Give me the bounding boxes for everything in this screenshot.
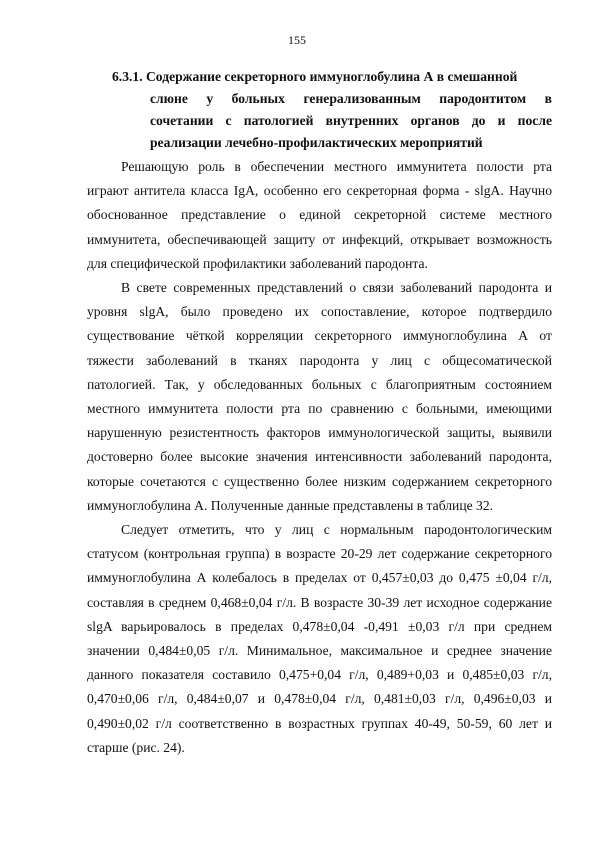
heading-line-4: реализации лечебно-профилактических мероприятий bbox=[150, 135, 483, 150]
paragraph-2-line: существование чёткой корреляции секреторного иммуноглобулина А от bbox=[87, 328, 552, 344]
paragraph-1-line: Решающую роль в обеспечении местного иммунитета полости рта bbox=[121, 159, 552, 174]
heading-line-3: сочетании с патологией внутренних органов до и после bbox=[150, 113, 552, 128]
paragraph-2-line: патологией. Так, у обследованных больных с благоприятным состоянием bbox=[87, 376, 552, 392]
paragraph-3-line: 0,470±0,06 г/л, 0,484±0,07 и 0,478±0,04 г/л, 0,481±0,03 г/л, 0,496±0,03 и bbox=[87, 691, 552, 707]
paragraph-2-line: уровня slgA, было проведено их сопоставление, которое подтвердило bbox=[87, 304, 552, 320]
paragraph-2-line: иммуноглобулина А. Полученные данные представлены в таблице 32. bbox=[87, 497, 494, 513]
paragraph-1-line: для специфической профилактики заболеваний пародонта. bbox=[87, 255, 428, 271]
heading-line-1: 6.3.1. Содержание секреторного иммуноглобулина А в смешанной bbox=[112, 69, 518, 84]
paragraph-2-line: тяжести заболеваний в тканях пародонта у лиц с общесоматической bbox=[87, 352, 552, 368]
section-heading bbox=[112, 66, 552, 154]
paragraph-2-line: которые сочетаются с существенно более низким содержанием секреторного bbox=[87, 473, 552, 489]
paragraph-3-line: данного показателя составило 0,475+0,04 г/л, 0,489+0,03 и 0,485±0,03 г/л, bbox=[87, 667, 552, 683]
paragraph-3-line: Следует отметить, что у лиц с нормальным пародонтологическим bbox=[121, 522, 552, 538]
paragraph-2-line: нарушенную резистентность факторов иммунологической защиты, выявили bbox=[87, 425, 552, 441]
paragraph-2-line: В свете современных представлений о связи заболеваний пародонта и bbox=[121, 280, 552, 296]
paragraph-3-line: иммуноглобулина А колебалось в пределах от 0,457±0,03 до 0,475 ±0,04 г/л, bbox=[87, 570, 552, 586]
paragraph-1-line: играют антитела класса IgA, особенно его секреторная форма - slgA. Научно bbox=[87, 183, 552, 199]
paragraph-1-line: обоснованное представление о единой секреторной системе местного bbox=[87, 207, 552, 223]
paragraph-2-line: достоверно более высокие значения интенсивности заболеваний пародонта, bbox=[87, 449, 552, 465]
paragraph-3-line: 0,490±0,02 г/л соответственно в возрастных группах 40-49, 50-59, 60 лет и bbox=[87, 715, 552, 731]
paragraph-3-line: статусом (контрольная группа) в возрасте 20-29 лет содержание секреторного bbox=[87, 546, 552, 562]
paragraph-1-line: иммунитета, обеспечивающей защиту от инфекций, открывает возможность bbox=[87, 231, 552, 247]
paragraph-3-line: slgA варьировалось в пределах 0,478±0,04 -0,491 ±0,03 г/л при среднем bbox=[87, 618, 552, 634]
body-text bbox=[87, 155, 552, 760]
heading-line-2: слюне у больных генерализованным пародонтитом в bbox=[150, 91, 552, 106]
paragraph-2-line: местного иммунитета полости рта по сравнению с больными, имеющими bbox=[87, 401, 552, 417]
paragraph-3-line: составляя в среднем 0,468±0,04 г/л. В возрасте 30-39 лет исходное содержание bbox=[87, 594, 552, 610]
page-number: 155 bbox=[288, 33, 306, 47]
paragraph-3-line: старше (рис. 24). bbox=[87, 739, 185, 755]
paragraph-3-line: значении 0,484±0,05 г/л. Минимальное, максимальное и среднее значение bbox=[87, 643, 552, 659]
